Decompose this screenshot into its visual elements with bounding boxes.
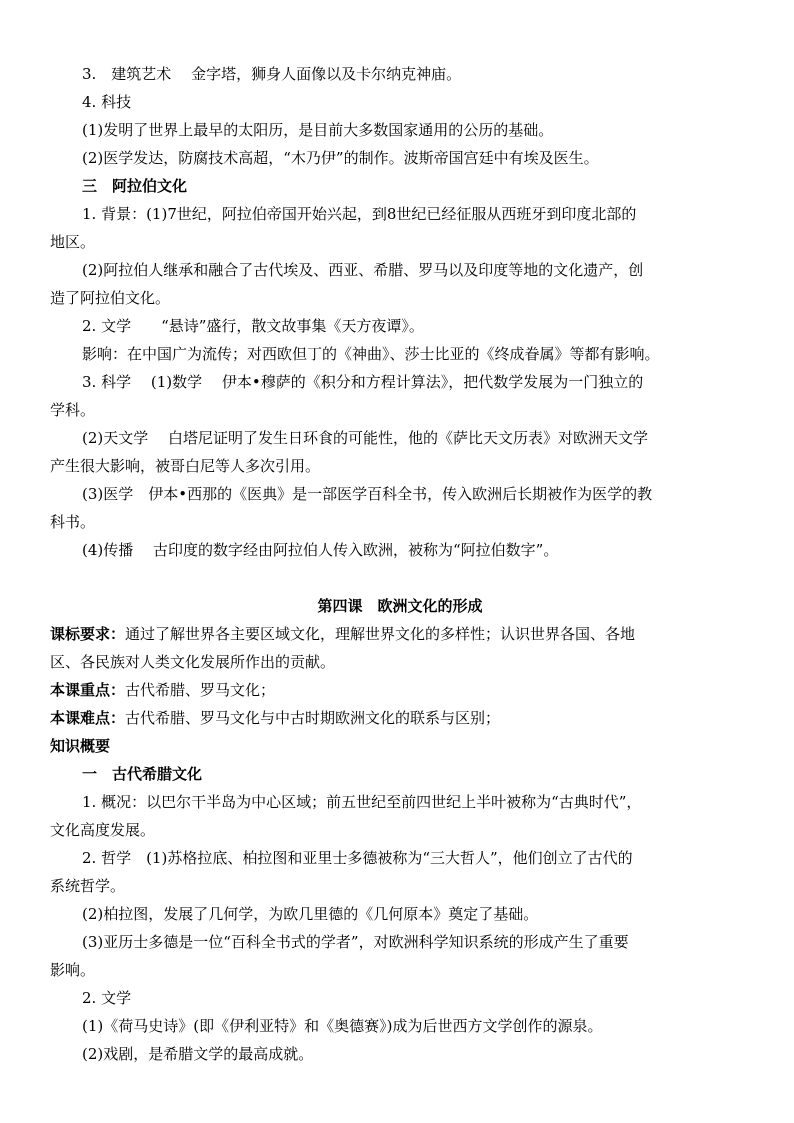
requirements-text: 通过了解世界各主要区域文化，理解世界文化的多样性；认识世界各国、各地 — [125, 625, 636, 643]
paragraph-arab-background-2: (2)阿拉伯人继承和融合了古代埃及、西亚、希腊、罗马以及印度等地的文化遗产，创 — [82, 261, 644, 279]
paragraph-homeric-epics: (1)《荷马史诗》(即《伊利亚特》和《奥德赛》)成为后世西方文学创作的源泉。 — [82, 1017, 603, 1035]
paragraph-drama: (2)戏剧，是希腊文学的最高成就。 — [82, 1045, 314, 1063]
key-points-text: 古代希腊、罗马文化； — [125, 681, 276, 699]
paragraph-architecture: 3. 建筑艺术 金字塔，狮身人面像以及卡尔纳克神庙。 — [82, 65, 462, 83]
paragraph-greek-philosophy-cont: 系统哲学。 — [50, 877, 126, 895]
paragraph-arab-background-2-cont: 造了阿拉伯文化。 — [50, 289, 171, 307]
paragraph-arab-science-cont: 学科。 — [50, 401, 96, 419]
paragraph-arab-astronomy: (2)天文学 白塔尼证明了发生日环食的可能性，他的《萨比天文历表》对欧洲天文学 — [82, 429, 649, 447]
paragraph-difficulties — [50, 704, 750, 732]
paragraph-medicine: (2)医学发达，防腐技术高超，“木乃伊”的制作。波斯帝国宫廷中有埃及医生。 — [82, 149, 599, 167]
paragraph-solar-calendar: (1)发明了世界上最早的太阳历，是目前大多数国家通用的公历的基础。 — [82, 121, 554, 139]
paragraph-requirements-cont: 区、各民族对人类文化发展所作出的贡献。 — [50, 653, 336, 671]
paragraph-arab-spread: (4)传播 古印度的数字经由阿拉伯人传入欧洲，被称为“阿拉伯数字”。 — [82, 541, 559, 559]
section-heading-arab-culture: 三 阿拉伯文化 — [82, 177, 188, 195]
spacer — [50, 564, 750, 592]
paragraph-aristotle: (3)亚历士多德是一位“百科全书式的学者”，对欧洲科学知识系统的形成产生了重要 — [82, 933, 629, 951]
paragraph-arab-background-1-cont: 地区。 — [50, 233, 96, 251]
paragraph-technology-heading: 4. 科技 — [82, 93, 132, 111]
paragraph-key-points — [50, 676, 750, 704]
key-points-label: 本课重点： — [50, 681, 126, 699]
paragraph-arab-literature: 2. 文学 “悬诗”盛行，散文故事集《天方夜谭》。 — [82, 317, 424, 335]
paragraph-greek-overview: 1. 概况：以巴尔干半岛为中心区域；前五世纪至前四世纪上半叶被称为“古典时代”， — [82, 793, 642, 811]
paragraph-requirements — [50, 620, 750, 648]
paragraph-arab-medicine-cont: 科书。 — [50, 513, 96, 531]
paragraph-arab-science: 3. 科学 (1)数学 伊本•穆萨的《积分和方程计算法》，把代数学发展为一门独立的 — [82, 373, 644, 391]
difficulties-text: 古代希腊、罗马文化与中古时期欧洲文化的联系与区别； — [125, 709, 501, 727]
paragraph-arab-background-1: 1. 背景：(1)7世纪，阿拉伯帝国开始兴起，到8世纪已经征服从西班牙到印度北部的 — [82, 205, 637, 223]
lesson-title: 第四课 欧洲文化的形成 — [317, 597, 483, 615]
difficulties-label: 本课难点： — [50, 709, 126, 727]
paragraph-arab-influence: 影响：在中国广为流传；对西欧但丁的《神曲》、莎士比亚的《终成眷属》等都有影响。 — [82, 345, 660, 363]
section-heading-greek-culture: 一 古代希腊文化 — [82, 765, 203, 783]
paragraph-arab-medicine: (3)医学 伊本•西那的《医典》是一部医学百科全书，传入欧洲后长期被作为医学的教 — [82, 485, 653, 503]
paragraph-greek-literature-heading: 2. 文学 — [82, 989, 132, 1007]
knowledge-overview-heading: 知识概要 — [50, 737, 111, 755]
paragraph-greek-overview-cont: 文化高度发展。 — [50, 821, 156, 839]
requirements-label: 课标要求： — [50, 625, 126, 643]
paragraph-aristotle-cont: 影响。 — [50, 961, 96, 979]
paragraph-arab-astronomy-cont: 产生很大影响，被哥白尼等人多次引用。 — [50, 457, 321, 475]
paragraph-greek-philosophy: 2. 哲学 (1)苏格拉底、柏拉图和亚里士多德被称为“三大哲人”，他们创立了古代的 — [82, 849, 633, 867]
paragraph-plato: (2)柏拉图，发展了几何学，为欧几里德的《几何原本》奠定了基础。 — [82, 905, 539, 923]
document-page — [50, 60, 750, 1068]
